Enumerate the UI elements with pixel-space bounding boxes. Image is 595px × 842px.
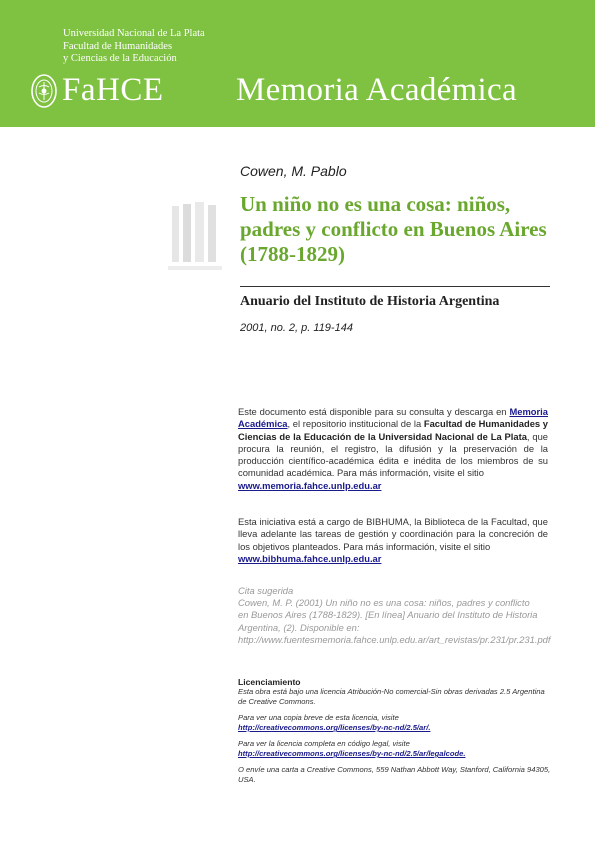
columns-logo-icon [168,202,222,274]
license-full-link[interactable]: http://creativecommons.org/licenses/by-nc-nd/2.5/ar/legalcode. [238,749,466,758]
availability-paragraph [238,406,548,492]
document-title: Un niño no es una cosa: niños, padres y conflicto en Buenos Aires (1788-1829) [240,192,547,266]
license-description: Esta obra está bajo una licencia Atribución-No comercial-Sin obras derivadas 2.5 Argentina de Creative Commons. [238,687,545,706]
license-title: Licenciamiento [238,677,301,687]
license-address: O envíe una carta a Creative Commons, 559 Nathan Abbott Way, Stanford, California 94305, USA. [238,765,551,784]
availability-text-a: Este documento está disponible para su consulta y descarga en [238,406,510,417]
university-line: Universidad Nacional de La Plata [63,28,205,39]
suggested-citation [238,585,551,646]
bibhuma-paragraph [238,516,548,565]
repository-title[interactable]: Memoria Académica [236,72,517,108]
university-seal-icon [30,73,58,109]
university-lines [63,28,205,66]
journal-name: Anuario del Instituto de Historia Argentina [240,294,500,309]
document-author: Cowen, M. Pablo [240,163,347,179]
license-short-link[interactable]: http://creativecommons.org/licenses/by-nc-nd/2.5/ar/. [238,723,431,732]
license-short-label: Para ver una copia breve de esta licencia, visite [238,713,399,722]
memoria-academica-link[interactable]: Memoria Académica [238,406,548,430]
faculty-line-2: y Ciencias de la Educación [63,53,177,64]
faculty-name-bold: Facultad de Humanidades y Ciencias de la Educación de la Universidad Nacional de La Plata [238,418,548,442]
license-section [238,677,553,785]
faculty-line: Facultad de Humanidades [63,40,173,52]
title-divider [240,286,550,287]
fahce-logo[interactable]: FaHCE [62,72,164,108]
volume-pages: 2001, no. 2, p. 119-144 [240,322,353,334]
availability-text-b: , el repositorio institucional de la [287,418,424,430]
license-full-label: Para ver la licencia completa en código legal, visite [238,739,410,748]
availability-text-c: , que procura la reunión, el registro, la difusión y la preservación de la producción científico-académica édita e inédita de los miembros de su comunidad académica. Para más información, visite el sitio [238,430,548,479]
header-banner [0,0,595,127]
bibhuma-text: Esta iniciativa está a cargo de BIBHUMA, la Biblioteca de la Facultad, que lleva adelante las tareas de gestión y coordinación para la concreción de los objetivos planteados. Para más información, visite el sitio [238,516,548,552]
bibhuma-url-link[interactable]: www.bibhuma.fahce.unlp.edu.ar [238,552,382,564]
memoria-url-link[interactable]: www.memoria.fahce.unlp.edu.ar [238,479,382,491]
suggested-citation-text: Cowen, M. P. (2001) Un niño no es una cosa: niños, padres y conflicto en Buenos Aires (1788-1829). [En línea] Anuario del Instituto de Historia Argentina, (2). Disponible en: http://www.fuentesmemoria.fahce.unlp.edu.ar/art_revistas/pr.231/pr.231.pdf [238,597,551,645]
suggested-citation-label: Cita sugerida [238,585,294,596]
